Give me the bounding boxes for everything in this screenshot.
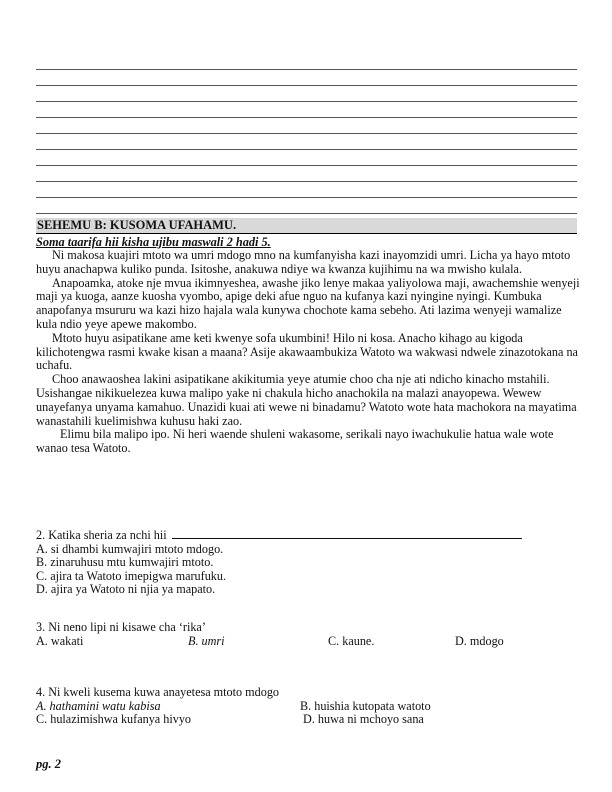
- answer-line[interactable]: [36, 102, 577, 118]
- passage-paragraph: Anapoamka, atoke nje mvua ikimnyeshea, awashe jiko lenye makaa yaliyolowa maji, awachemshie wenyeji maji ya kuoga, aanze kuosha vyombo, apige deki afue nguo na kufanya kazi nyingine nyingi. Kumbuka anapofanya msururu wa kazi hizo hajala wala kunywa chochote kama sebeho. Ati lazima wenyeji wamalize kula ndio yeye apewe makombo.: [36, 275, 580, 331]
- options-row: [36, 700, 581, 714]
- question-3: [36, 621, 581, 648]
- option-d[interactable]: D. ajira ya Watoto ni njia ya mapato.: [36, 582, 216, 597]
- answer-line[interactable]: [36, 198, 577, 214]
- passage-paragraph: Mtoto huyu asipatikane ame keti kwenye sofa ukumbini! Hilo ni kosa. Anacho kihago au kigoda kilichotengwa rasmi kwake kisan a maana? Asije akawaambukiza Watoto wa wakwasi ndwele zinazotokana na uchafu.: [36, 330, 578, 373]
- option-b[interactable]: B. huishia kutopata watoto: [300, 698, 431, 713]
- option-a[interactable]: A. hathamini watu kabisa: [36, 698, 161, 713]
- answer-blank[interactable]: [172, 529, 522, 539]
- question-stem: 4. Ni kweli kusema kuwa anayetesa mtoto mdogo: [36, 685, 280, 699]
- option-b[interactable]: B. umri: [188, 633, 225, 648]
- question-4: [36, 686, 581, 727]
- question-stem: [36, 529, 581, 543]
- option-a[interactable]: A. si dhambi kumwajiri mtoto mdogo.: [36, 541, 224, 556]
- option-c[interactable]: C. ajira ta Watoto imepigwa marufuku.: [36, 568, 227, 583]
- answer-lines: [36, 54, 577, 214]
- answer-line[interactable]: [36, 118, 577, 134]
- answer-line[interactable]: [36, 182, 577, 198]
- option-c[interactable]: C. hulazimishwa kufanya hivyo: [36, 712, 192, 727]
- passage-paragraph: Ni makosa kuajiri mtoto wa umri mdogo mno na kumfanyisha kazi inayomzidi umri. Licha ya hayo mtoto huyu anachapwa kuliko punda. Isitoshe, anakuwa ndiye wa kwanza kujihimu na wa mwisho kulala.: [36, 248, 571, 276]
- page-number: pg. 2: [36, 757, 61, 771]
- options-row: [36, 713, 581, 727]
- options-row: [36, 635, 581, 649]
- option-d[interactable]: D. mdogo: [455, 633, 504, 648]
- section-title: SEHEMU B: KUSOMA UFAHAMU.: [37, 218, 237, 232]
- answer-line[interactable]: [36, 166, 577, 182]
- option-d[interactable]: D. huwa ni mchoyo sana: [303, 712, 424, 727]
- section-header: [36, 218, 577, 234]
- section-instruction: Soma taarifa hii kisha ujibu maswali 2 hadi 5.: [36, 235, 271, 249]
- answer-line[interactable]: [36, 70, 577, 86]
- passage-paragraph: Choo anawaoshea lakini asipatikane akikitumia yeye atumie choo cha nje ati ndicho kinacho mstahili. Usishangae nikikuelezea kuwa malipo yake ni chakula hicho anachokila na malazi anayopewa. Wewew unayefanya unyama kamahuo. Unazidi kuai ati wewe ni binadamu? Watoto wote hata machokora na mayatima wanastahili kuelimishwa kuhusu haki zao.: [36, 372, 577, 428]
- option-a[interactable]: A. wakati: [36, 633, 84, 648]
- question-stem: 3. Ni neno lipi ni kisawe cha ‘rika’: [36, 620, 206, 634]
- question-stem-text: 2. Katika sheria za nchi hii: [36, 528, 167, 542]
- answer-line[interactable]: [36, 150, 577, 166]
- passage-paragraph: Elimu bila malipo ipo. Ni heri waende shuleni wakasome, serikali nayo iwachukulie hatua wale wote wanao tesa Watoto.: [36, 427, 554, 456]
- answer-line[interactable]: [36, 54, 577, 70]
- answer-line[interactable]: [36, 134, 577, 150]
- option-c[interactable]: C. kaune.: [328, 633, 375, 648]
- answer-line[interactable]: [36, 86, 577, 102]
- question-2: [36, 529, 581, 597]
- reading-passage: [36, 249, 581, 456]
- option-b[interactable]: B. zinaruhusu mtu kumwajiri mtoto.: [36, 555, 214, 570]
